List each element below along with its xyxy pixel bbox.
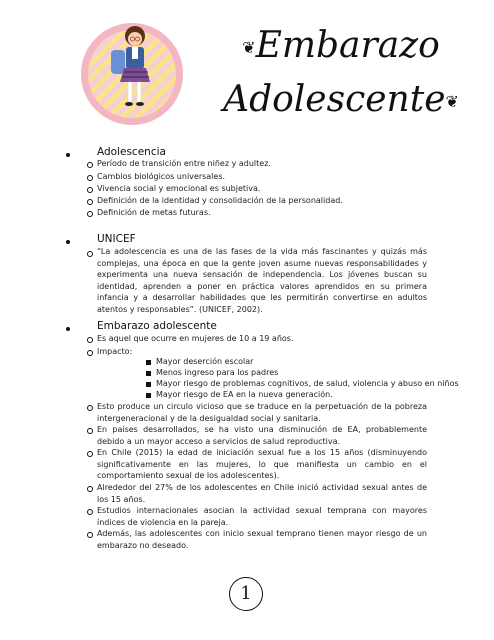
circle-bullet-icon [87, 405, 93, 411]
schoolgirl-illustration [80, 22, 184, 126]
ornament-icon: ❦ [445, 92, 459, 111]
list-item: Cambios biológicos universales. [97, 172, 226, 181]
circle-bullet-icon [87, 509, 93, 515]
square-bullet-icon [146, 382, 151, 387]
title-text-2: Adolescente [223, 79, 446, 120]
bullet-icon [66, 327, 70, 331]
circle-bullet-icon [87, 187, 93, 193]
list-item: En países desarrollados, se ha visto una disminución de EA, probablemente debido a un mayor acceso a servicios de salud reproductiva. [97, 425, 427, 446]
title-text-1: Embarazo [255, 25, 440, 66]
circle-bullet-icon [87, 211, 93, 217]
list-item: Impacto: [97, 347, 133, 356]
page-number: 1 [229, 577, 263, 611]
circle-bullet-icon [87, 350, 93, 356]
title-line-2 [206, 79, 476, 120]
circle-bullet-icon [87, 428, 93, 434]
impact-item: Menos ingreso para los padres [156, 368, 279, 377]
circle-bullet-icon [87, 486, 93, 492]
list-item: Definición de metas futuras. [97, 208, 211, 217]
unicef-quote: “La adolescencia es una de las fases de la vida más fascinantes y quizás más complejas, una época en que la gente joven asume nuevas responsabilidades y experimenta una nueva sensación de independencia. Los jóvenes buscan su identidad, aprenden a poner en práctica valores aprendidos en su primera infancia y a desarrollar habilidades que les permitirán convertirse en adultos atentos y responsables”. (UNICEF, 2002). [97, 247, 427, 314]
circle-bullet-icon [87, 337, 93, 343]
bullet-icon [66, 240, 70, 244]
list-item: Es aquel que ocurre en mujeres de 10 a 19 años. [97, 334, 294, 343]
title-line-1 [206, 25, 476, 66]
list-item: En Chile (2015) la edad de iniciación sexual fue a los 15 años (disminuyendo significativamente en las mujeres, lo que manifiesta un cambio en el comportamiento sexual de los adolescentes). [97, 448, 427, 480]
list-item: Esto produce un circulo vicioso que se traduce en la perpetuación de la pobreza intergeneracional y de la desigualdad social y sanitaria. [97, 402, 427, 423]
section-heading-unicef: UNICEF [97, 233, 136, 245]
list-item: Estudios internacionales asocian la actividad sexual temprana con mayores índices de violencia en la pareja. [97, 506, 427, 527]
section-heading-embarazo: Embarazo adolescente [97, 320, 217, 332]
section-heading-adolescencia: Adolescencia [97, 146, 166, 158]
list-item: Definición de la identidad y consolidación de la personalidad. [97, 196, 343, 205]
impact-item: Mayor riesgo de problemas cognitivos, de salud, violencia y abuso en niños [156, 379, 459, 388]
circle-bullet-icon [87, 175, 93, 181]
square-bullet-icon [146, 371, 151, 376]
list-item: Alrededor del 27% de los adolescentes en Chile inició actividad sexual antes de los 15 años. [97, 483, 427, 504]
circle-bullet-icon [87, 199, 93, 205]
impact-item: Mayor deserción escolar [156, 357, 254, 366]
circle-bullet-icon [87, 532, 93, 538]
circle-bullet-icon [87, 451, 93, 457]
circle-bullet-icon [87, 251, 93, 257]
list-item: Además, las adolescentes con inicio sexual temprano tienen mayor riesgo de un embarazo no deseado. [97, 529, 427, 550]
bullet-icon [66, 153, 70, 157]
square-bullet-icon [146, 393, 151, 398]
circle-bullet-icon [87, 162, 93, 168]
square-bullet-icon [146, 360, 151, 365]
ornament-icon: ❦ [242, 38, 256, 57]
list-item: Período de transición entre niñez y adultez. [97, 159, 271, 168]
impact-item: Mayor riesgo de EA en la nueva generación. [156, 390, 333, 399]
list-item: Vivencia social y emocional es subjetiva. [97, 184, 261, 193]
